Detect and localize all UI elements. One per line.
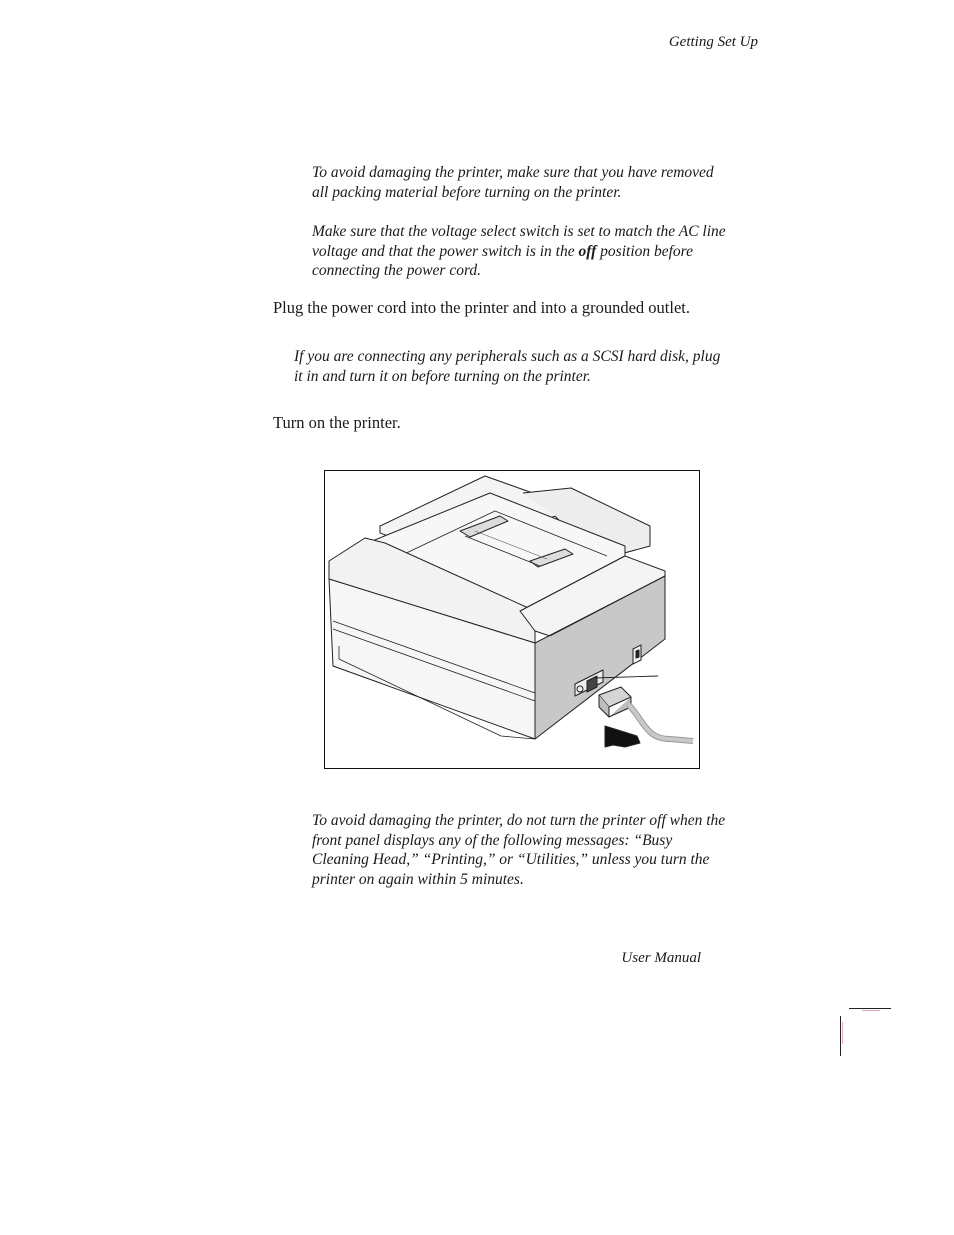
caution-voltage-switch xyxy=(312,222,732,281)
crop-mark-horizontal xyxy=(849,1008,891,1009)
running-header: Getting Set Up xyxy=(668,34,758,50)
caution-power-off xyxy=(312,811,732,889)
step-turn-on-printer: Turn on the printer. xyxy=(273,413,401,432)
note-peripherals-text: If you are connecting any peripherals such as a SCSI hard disk, plug it in and turn it on before turning on the printer. xyxy=(294,348,721,385)
caution-voltage-text xyxy=(312,222,732,281)
crop-mark-vertical-color xyxy=(842,1022,843,1044)
caution-power-off-text: To avoid damaging the printer, do not turn the printer off when the front panel displays any of the following messages: “Busy Cleaning Head,” “Printing,” or “Utilities,” unless you turn the printer on again within 5 minutes. xyxy=(312,812,726,888)
figure-frame xyxy=(324,470,700,769)
crop-mark-horizontal-color xyxy=(862,1010,880,1011)
crop-mark-vertical xyxy=(840,1016,841,1056)
caution-packing-material xyxy=(312,163,732,202)
caution-packing-text: To avoid damaging the printer, make sure that you have removed all packing material before turning on the printer. xyxy=(312,164,714,201)
printer-power-cord-illustration xyxy=(325,471,698,767)
caution-voltage-after: position before connecting the power cord. xyxy=(312,242,694,279)
off-emphasis: off xyxy=(578,242,597,260)
running-footer: User Manual xyxy=(621,950,701,966)
caution-voltage-before: Make sure that the voltage select switch is set to match the AC line voltage and that the power switch is in the xyxy=(312,223,726,260)
note-peripherals xyxy=(294,347,724,386)
step-plug-power-cord: Plug the power cord into the printer and into a grounded outlet. xyxy=(273,298,690,317)
